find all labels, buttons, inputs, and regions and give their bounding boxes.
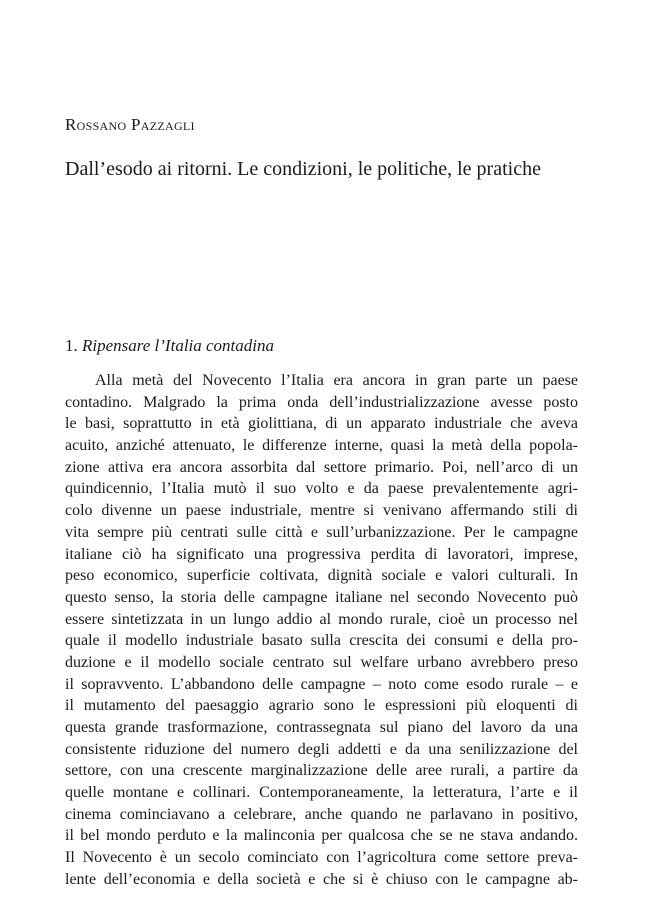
section-number: 1. [65,336,78,355]
text-line: questa grande trasformazione, contrassegnata sul piano del lavoro da una [65,719,578,736]
text-line: il sopravvento. L’abbandono delle campagne – noto come esodo rurale – e [65,675,578,693]
text-line: il mutamento del paesaggio agrario sono le espressioni più eloquenti di [65,697,578,715]
text-line: duzione e il modello sociale centrato sul welfare urbano avrebbero preso [65,653,578,671]
text-line: Alla metà del Novecento l’Italia era ancora in gran parte un paese [95,372,578,389]
text-line: italiane ciò ha significato una progressiva perdita di lavoratori, imprese, [65,545,578,563]
body-paragraph [65,370,578,891]
chapter-title: Dall’esodo ai ritorni. Le condizioni, le politiche, le pratiche [65,158,541,180]
text-line: quindicennio, l’Italia mutò il suo volto e da paese prevalentemente agri- [65,480,578,498]
text-line: questo senso, la storia delle campagne italiane nel secondo Novecento può [65,588,578,606]
text-line: vita sempre più centrati sulle città e sull’urbanizzazione. Per le campagne [65,523,578,541]
author-name: Rossano Pazzagli [65,115,195,134]
text-line: lente dell’economia e della società e che si è chiuso con le campagne ab- [65,870,578,888]
text-line: essere sintetizzata in un lungo addio al mondo rurale, cioè un processo nel [65,610,578,628]
text-line: le basi, soprattutto in età giolittiana, di un apparato industriale che aveva [65,415,578,433]
text-line: contadino. Malgrado la prima onda dell’industrializzazione avesse posto [65,393,578,411]
text-line: quale il modello industriale basato sulla crescita dei consumi e della pro- [65,632,578,650]
text-line: consistente riduzione del numero degli addetti e da una senilizzazione del [65,740,578,758]
text-line: zione attiva era ancora assorbita dal settore primario. Poi, nell’arco di un [65,458,578,476]
text-line: peso economico, superficie coltivata, dignità sociale e valori culturali. In [65,567,578,585]
text-line: colo divenne un paese industriale, mentre si venivano affermando stili di [65,502,578,520]
text-line: cinema cominciavano a celebrare, anche quando ne parlavano in positivo, [65,805,578,823]
text-line: il bel mondo perduto e la malinconia per qualcosa che se ne stava andando. [65,827,578,845]
section-heading [65,336,274,356]
text-line: quelle montane e collinari. Contemporaneamente, la letteratura, l’arte e il [65,784,578,802]
section-title: Ripensare l’Italia contadina [82,336,275,355]
text-line: acuito, anziché attenuato, le differenze interne, quasi la metà della popola- [65,437,578,455]
text-line: Il Novecento è un secolo cominciato con l’agricoltura come settore preva- [65,849,578,867]
text-line: settore, con una crescente marginalizzazione delle aree rurali, a partire da [65,762,578,780]
